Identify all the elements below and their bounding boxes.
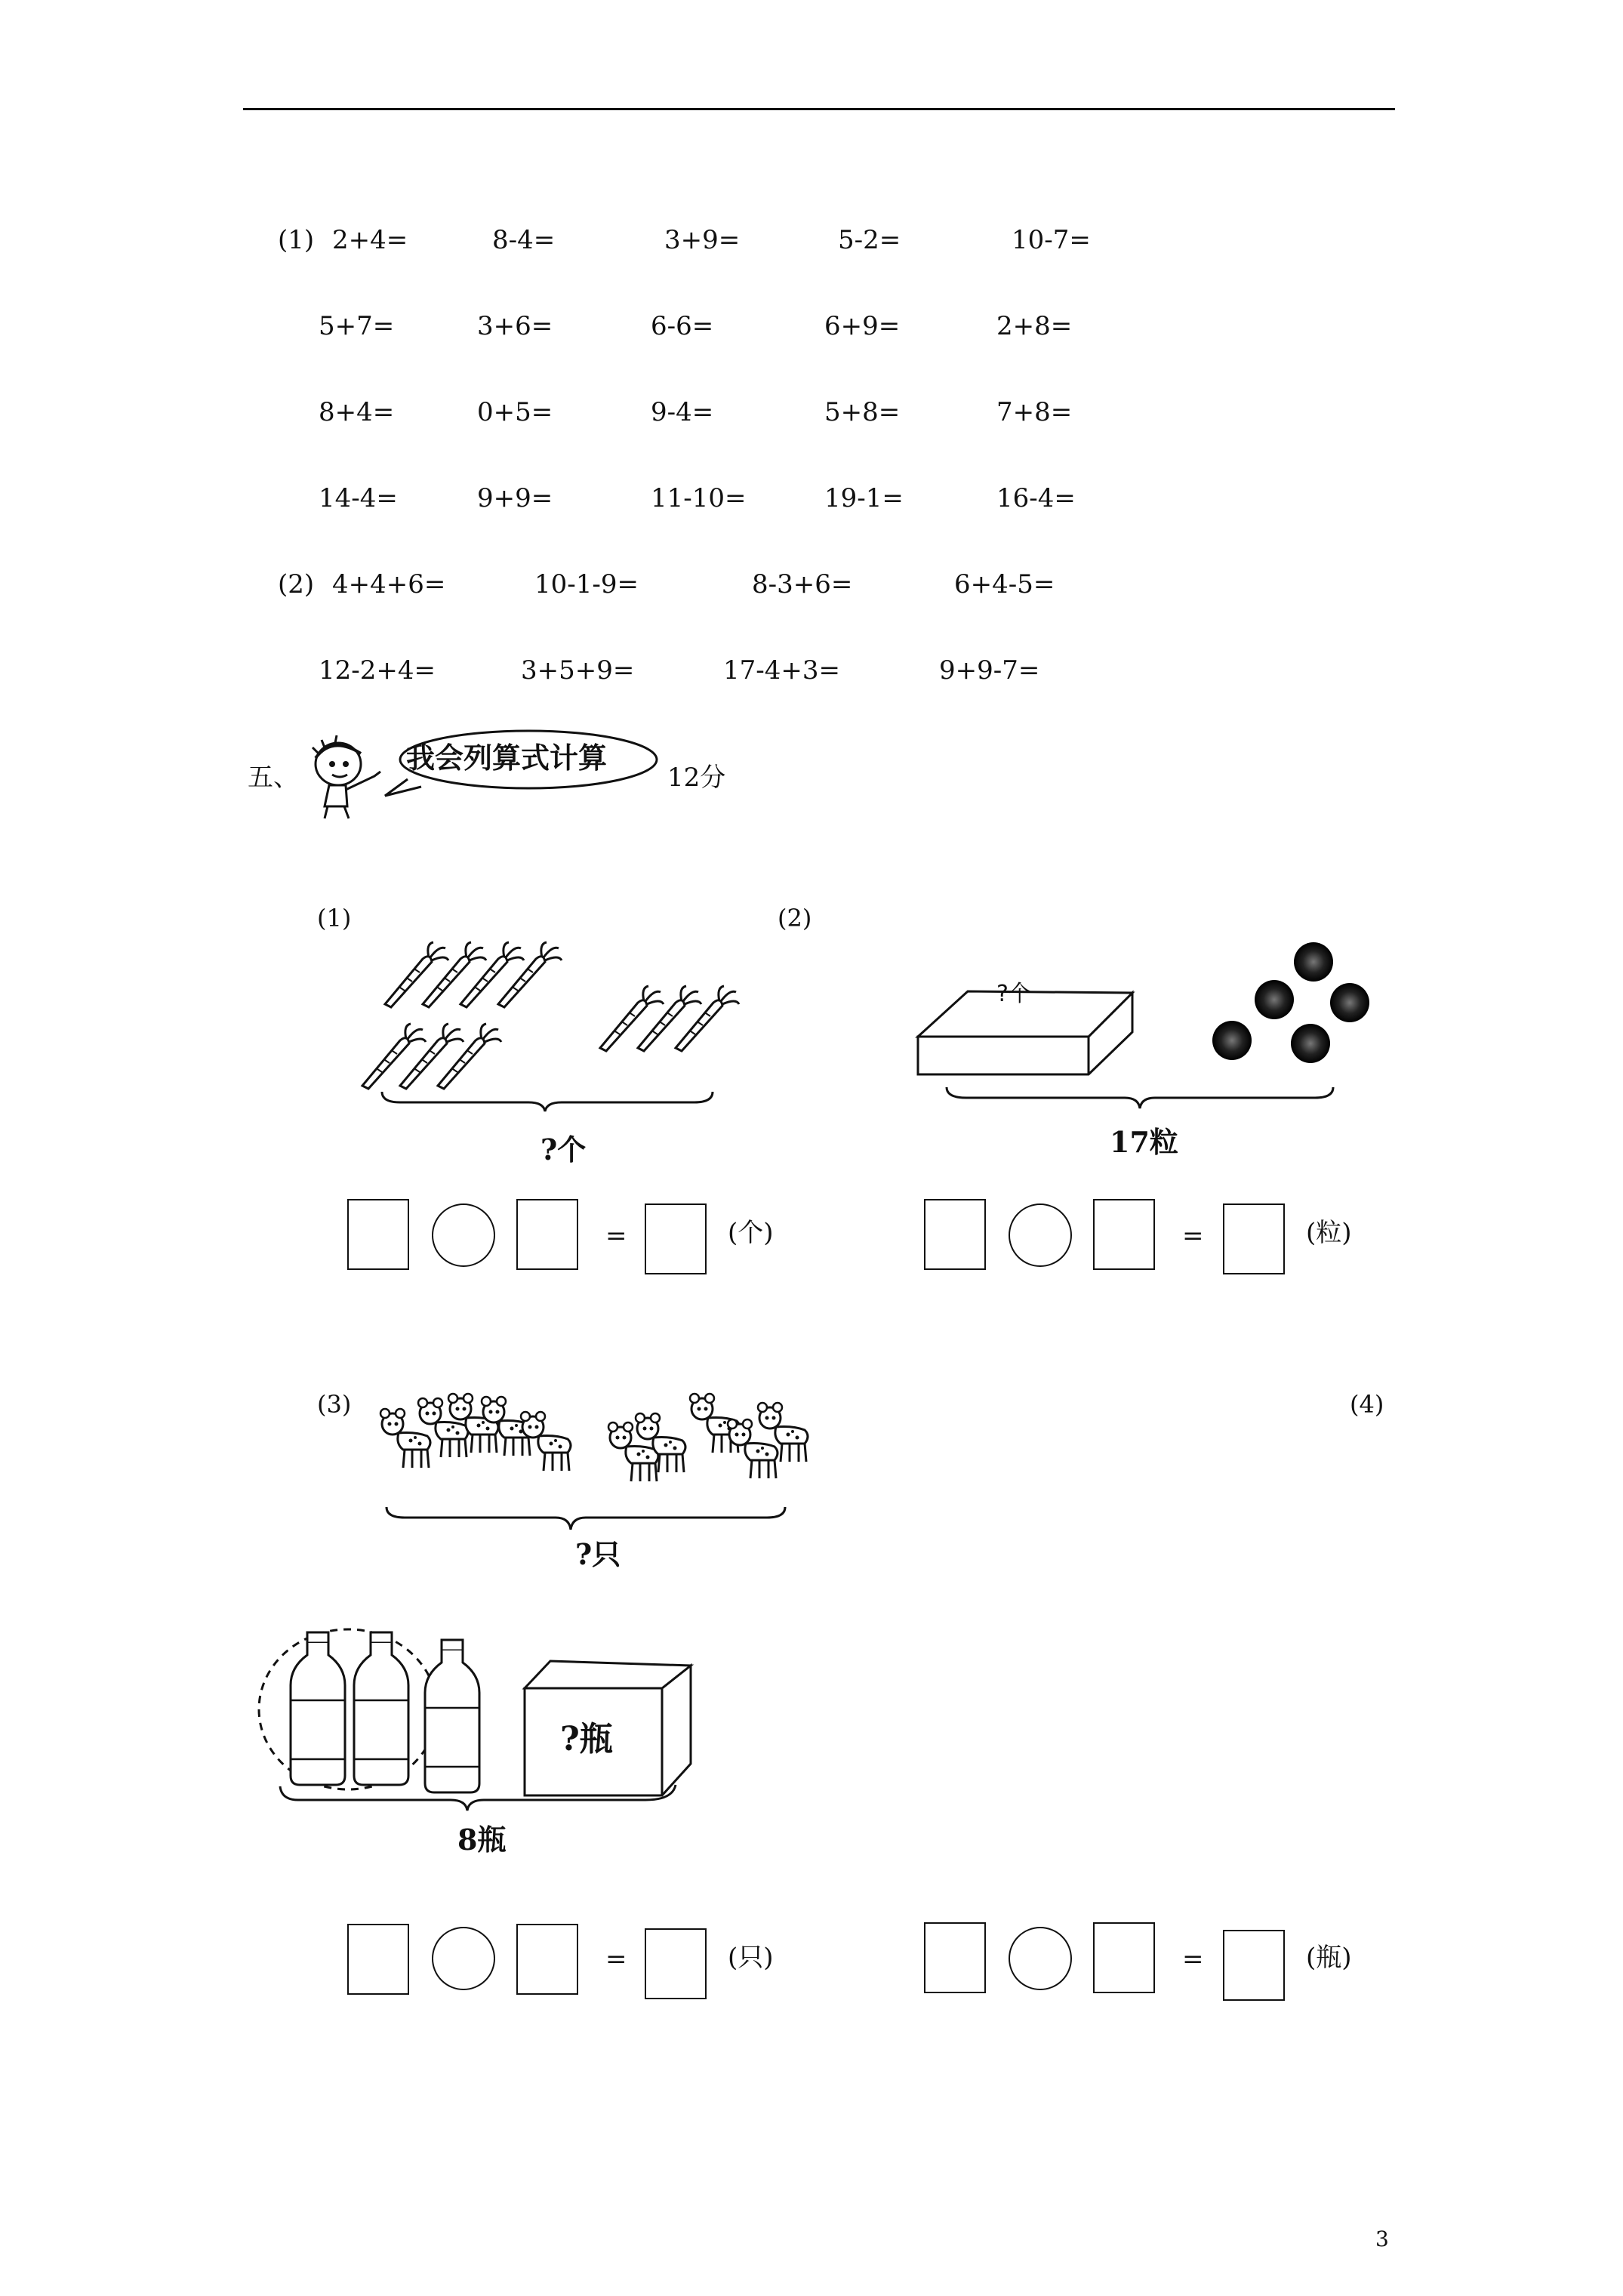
equals-sign: = (605, 1221, 627, 1251)
equation-item: 2+4= (332, 225, 408, 255)
problem-label: (1) (317, 904, 352, 932)
equation-item: 8-3+6= (752, 569, 853, 599)
problem-total: ?只 (575, 1537, 621, 1571)
problem-label: (3) (317, 1390, 352, 1419)
part1-label: (1) (278, 225, 315, 255)
equation-item: 2+8= (996, 311, 1073, 341)
equation-item: 9+9= (477, 483, 553, 513)
answer-box[interactable] (1223, 1930, 1285, 2001)
equation-item: 16-4= (996, 483, 1076, 513)
carrot-icon (355, 921, 778, 1110)
total-brace (944, 1084, 1336, 1114)
equation-item: 3+6= (477, 311, 553, 341)
answer-box[interactable] (1093, 1922, 1155, 1993)
deer-icon (362, 1374, 830, 1555)
equation-item: 9+9-7= (939, 655, 1040, 686)
page-number: 3 (1375, 2227, 1389, 2251)
answer-box[interactable] (516, 1924, 578, 1995)
equation-item: 8+4= (319, 397, 395, 427)
problem-label: (4) (1350, 1390, 1384, 1419)
operator-circle[interactable] (432, 1927, 495, 1990)
answer-box[interactable] (1093, 1199, 1155, 1270)
answer-box[interactable] (924, 1922, 986, 1993)
equation-item: 11-10= (651, 483, 747, 513)
equation-item: 5+8= (824, 397, 901, 427)
problem-label: (2) (778, 904, 812, 932)
answer-box[interactable] (1223, 1203, 1285, 1274)
equation-item: 3+9= (664, 225, 741, 255)
unit-label: (粒) (1306, 1218, 1352, 1248)
answer-box[interactable] (645, 1928, 707, 1999)
problem-total: ?个 (540, 1133, 587, 1166)
equals-sign: = (1182, 1221, 1204, 1251)
equation-item: 8-4= (492, 225, 556, 255)
problem-total: 8瓶 (457, 1823, 507, 1857)
equation-item: 12-2+4= (319, 655, 436, 686)
answer-box[interactable] (347, 1924, 409, 1995)
section-number: 五、 (248, 763, 299, 793)
part2-label: (2) (278, 569, 315, 599)
equation-item: 3+5+9= (521, 655, 635, 686)
equation-item: 10-1-9= (534, 569, 639, 599)
equation-item: 0+5= (477, 397, 553, 427)
box-icon (913, 948, 1140, 1083)
equation-item: 10-7= (1012, 225, 1091, 255)
box-label: ?瓶 (560, 1720, 613, 1758)
cartoon-boy-icon (302, 731, 393, 821)
equation-item: 7+8= (996, 397, 1073, 427)
answer-box[interactable] (924, 1199, 986, 1270)
equation-item: 9-4= (651, 397, 714, 427)
operator-circle[interactable] (1009, 1927, 1072, 1990)
equation-item: 5+7= (319, 311, 395, 341)
equation-item: 6+9= (824, 311, 901, 341)
answer-box[interactable] (516, 1199, 578, 1270)
equation-item: 14-4= (319, 483, 398, 513)
equals-sign: = (1182, 1944, 1204, 1974)
bottle-icon (253, 1623, 706, 1812)
equation-item: 17-4+3= (723, 655, 840, 686)
section-score: 12分 (667, 763, 726, 793)
ball-icon (1200, 939, 1381, 1075)
header-rule (243, 108, 1395, 110)
unit-label: (只) (728, 1943, 774, 1973)
answer-box[interactable] (347, 1199, 409, 1270)
answer-box[interactable] (645, 1203, 707, 1274)
equals-sign: = (605, 1944, 627, 1974)
equation-item: 19-1= (824, 483, 904, 513)
equation-item: 6-6= (651, 311, 714, 341)
operator-circle[interactable] (432, 1203, 495, 1267)
equation-item: 5-2= (838, 225, 901, 255)
box-label: ?个 (996, 981, 1031, 1007)
equation-item: 4+4+6= (332, 569, 446, 599)
bubble-title: 我会列算式计算 (406, 741, 608, 775)
equation-item: 6+4-5= (954, 569, 1055, 599)
operator-circle[interactable] (1009, 1203, 1072, 1267)
unit-label: (个) (728, 1218, 774, 1248)
unit-label: (瓶) (1306, 1943, 1352, 1973)
problem-total: 17粒 (1110, 1125, 1178, 1159)
